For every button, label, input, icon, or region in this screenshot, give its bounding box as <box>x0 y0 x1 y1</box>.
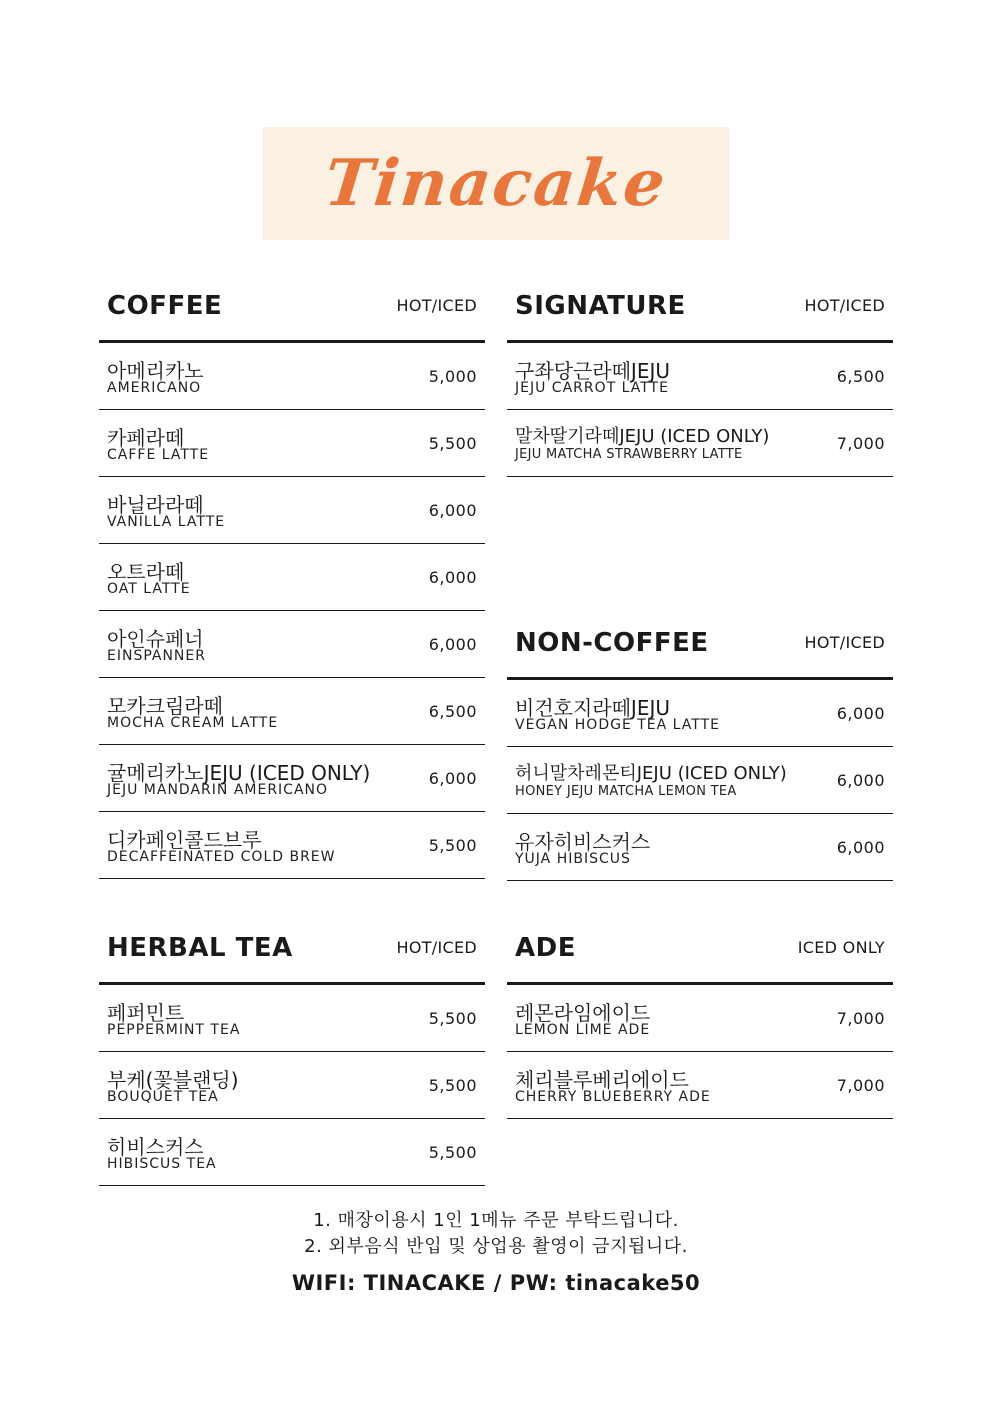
item-price: 6,000 <box>836 771 885 790</box>
item-name-en: HONEY JEJU MATCHA LEMON TEA <box>515 784 737 799</box>
item-name-ko: 아메리카노 <box>107 359 204 383</box>
item-price: 5,500 <box>428 1076 477 1095</box>
item-name-en: BOUQUET TEA <box>107 1089 219 1105</box>
item-name-en: HIBISCUS TEA <box>107 1156 217 1172</box>
item-name-ko: 비건호지라떼JEJU <box>515 696 670 720</box>
menu-item <box>507 680 893 747</box>
section-title: SIGNATURE <box>515 291 686 321</box>
section-title: ADE <box>515 933 576 963</box>
section-signature <box>507 263 893 477</box>
section-header <box>507 263 893 343</box>
item-price: 5,500 <box>428 1143 477 1162</box>
section-herbal <box>99 905 485 1186</box>
menu-item <box>507 343 893 410</box>
item-name-ko: 말차딸기라떼JEJU (ICED ONLY) <box>515 426 770 447</box>
menu-item <box>99 812 485 879</box>
item-name-ko: 아인슈페너 <box>107 627 204 651</box>
item-name-ko: 바닐라라떼 <box>107 493 204 517</box>
menu-item <box>507 985 893 1052</box>
menu-item <box>507 747 893 814</box>
section-note: HOT/ICED <box>804 296 885 315</box>
section-title: HERBAL TEA <box>107 933 293 963</box>
item-name-en: MOCHA CREAM LATTE <box>107 715 279 731</box>
item-name-en: CAFFE LATTE <box>107 447 210 463</box>
section-noncoffee <box>507 600 893 881</box>
item-price: 5,500 <box>428 434 477 453</box>
menu-item <box>99 410 485 477</box>
section-header <box>507 600 893 680</box>
item-name-ko: 구좌당근라떼JEJU <box>515 359 670 383</box>
item-price: 6,500 <box>836 367 885 386</box>
item-price: 7,000 <box>836 1009 885 1028</box>
menu-item <box>507 814 893 881</box>
item-name-ko: 카페라떼 <box>107 426 185 450</box>
item-name-en: LEMON LIME ADE <box>515 1022 651 1038</box>
section-header <box>507 905 893 985</box>
item-name-ko: 부케(꽃블랜딩) <box>107 1068 239 1092</box>
item-price: 6,000 <box>428 769 477 788</box>
item-name-en: JEJU MANDARIN AMERICANO <box>107 782 329 798</box>
section-note: HOT/ICED <box>804 633 885 652</box>
item-name-en: AMERICANO <box>107 380 202 396</box>
logo-text: Tinacake <box>321 146 671 221</box>
item-name-ko: 레몬라임에이드 <box>515 1001 651 1025</box>
menu-item <box>507 1052 893 1119</box>
menu-item <box>99 745 485 812</box>
item-price: 6,000 <box>428 568 477 587</box>
item-price: 6,000 <box>836 704 885 723</box>
item-price: 6,000 <box>428 635 477 654</box>
item-name-en: VANILLA LATTE <box>107 514 226 530</box>
item-name-ko: 체리블루베리에이드 <box>515 1068 689 1092</box>
menu-item <box>99 1052 485 1119</box>
item-name-en: DECAFFEINATED COLD BREW <box>107 849 336 865</box>
item-name-en: CHERRY BLUEBERRY ADE <box>515 1089 711 1105</box>
wifi-info: WIFI: TINACAKE / PW: tinacake50 <box>291 1271 701 1295</box>
footer-notes <box>0 1208 992 1260</box>
item-price: 5,500 <box>428 1009 477 1028</box>
footer-note-2: 2. 외부음식 반입 및 상업용 촬영이 금지됩니다. <box>304 1236 688 1257</box>
menu-item <box>99 1119 485 1186</box>
section-note: HOT/ICED <box>396 938 477 957</box>
item-name-ko: 오트라떼 <box>107 560 185 584</box>
item-name-ko: 허니말차레몬티JEJU (ICED ONLY) <box>515 763 787 784</box>
item-price: 5,500 <box>428 836 477 855</box>
item-price: 6,000 <box>836 838 885 857</box>
item-name-ko: 디카페인콜드브루 <box>107 828 262 852</box>
menu-item <box>99 477 485 544</box>
section-title: NON-COFFEE <box>515 628 709 658</box>
item-price: 7,000 <box>836 434 885 453</box>
item-price: 6,500 <box>428 702 477 721</box>
item-name-ko: 히비스커스 <box>107 1135 204 1159</box>
item-name-en: JEJU MATCHA STRAWBERRY LATTE <box>515 447 743 462</box>
section-coffee <box>99 263 485 879</box>
logo <box>263 127 729 240</box>
item-name-ko: 모카크림라떼 <box>107 694 223 718</box>
section-header <box>99 263 485 343</box>
item-price: 6,000 <box>428 501 477 520</box>
item-name-en: VEGAN HODGE TEA LATTE <box>515 717 720 733</box>
menu-item <box>99 678 485 745</box>
item-name-ko: 페퍼민트 <box>107 1001 185 1025</box>
item-name-en: PEPPERMINT TEA <box>107 1022 241 1038</box>
item-price: 5,000 <box>428 367 477 386</box>
section-note: ICED ONLY <box>797 938 885 957</box>
section-header <box>99 905 485 985</box>
item-name-ko: 귤메리카노JEJU (ICED ONLY) <box>107 761 371 785</box>
item-name-en: EINSPANNER <box>107 648 206 664</box>
section-ade <box>507 905 893 1119</box>
item-name-en: JEJU CARROT LATTE <box>515 380 669 396</box>
item-name-en: YUJA HIBISCUS <box>515 851 631 867</box>
footer-note-1: 1. 매장이용시 1인 1메뉴 주문 부탁드립니다. <box>313 1210 679 1231</box>
menu-item <box>99 611 485 678</box>
section-title: COFFEE <box>107 291 223 321</box>
section-note: HOT/ICED <box>396 296 477 315</box>
item-name-ko: 유자히비스커스 <box>515 830 651 854</box>
item-name-en: OAT LATTE <box>107 581 191 597</box>
menu-item <box>99 343 485 410</box>
item-price: 7,000 <box>836 1076 885 1095</box>
menu-item <box>99 544 485 611</box>
menu-item <box>507 410 893 477</box>
menu-item <box>99 985 485 1052</box>
